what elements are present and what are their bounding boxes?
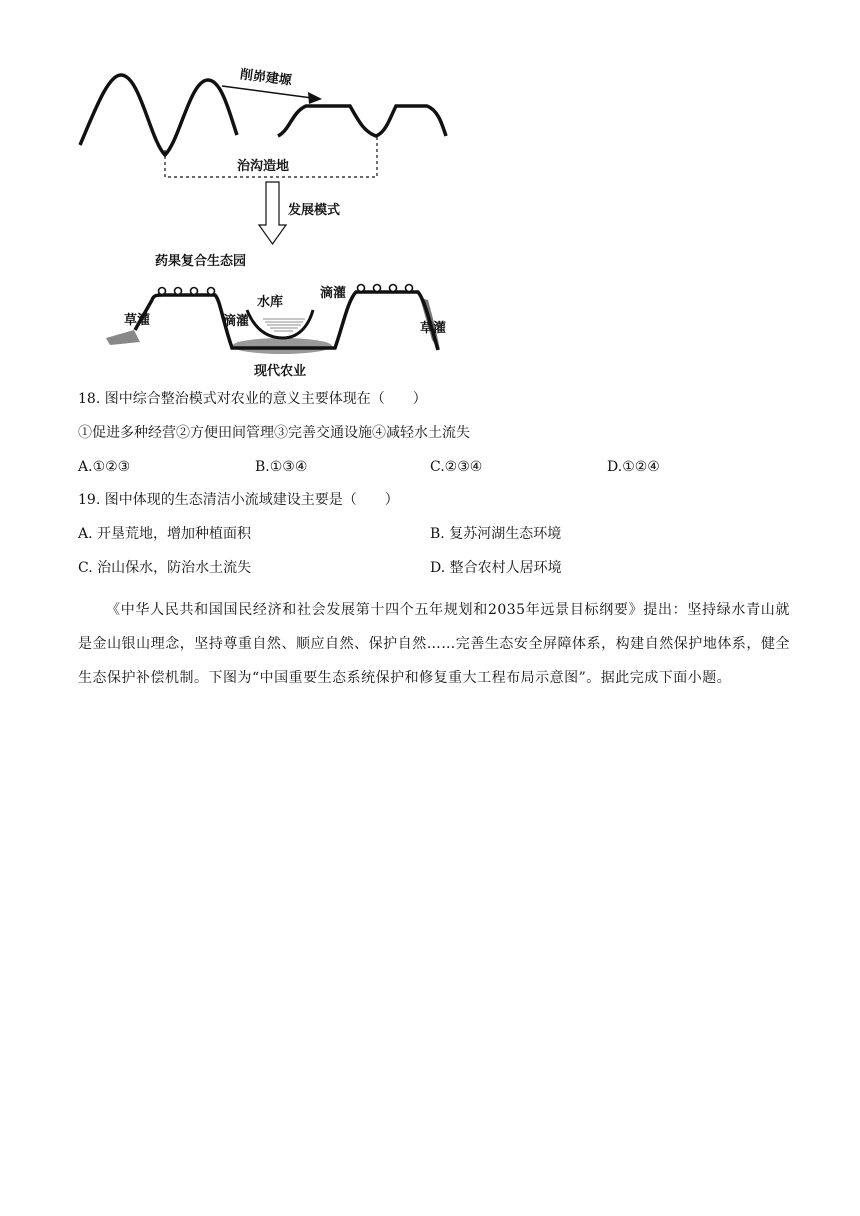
passage-text: 《中华人民共和国国民经济和社会发展第十四个五年规划和2035年远景目标纲要》提出：坚持绿水青山就是金山银山理念，坚持尊重自然、顺应自然、保护自然……完善生态安全屏障体系，构建自然保护地体系，健全生态保护补偿机制。下图为“中国重要生态系统保护和修复重大工程布局示意图”。据此完成下面小题。: [78, 602, 790, 686]
label-slope-terrace: 削峁建塬: [239, 67, 293, 89]
option-text: 复苏河湖生态环境: [449, 526, 562, 542]
q19-stem: 19. 图中体现的生态清洁小流域建设主要是（ ）: [78, 492, 399, 508]
original-hills: [80, 75, 237, 155]
option-text: ②③④: [444, 459, 483, 475]
down-arrow: [259, 182, 286, 244]
modern-agriculture-field: [232, 338, 332, 354]
label-reservoir: 水库: [257, 295, 284, 310]
option-text: 开垦荒地，增加种植面积: [97, 526, 252, 542]
transform-arrow: [222, 86, 312, 98]
q19-option-a[interactable]: [78, 525, 251, 543]
arrow-head: [308, 92, 322, 104]
option-text: 整合农村人居环境: [449, 560, 562, 576]
label-drip-right: 滴灌: [320, 286, 347, 301]
q18-stem: 18. 图中综合整治模式对农业的意义主要体现在（ ）: [78, 391, 427, 407]
option-text: ①③④: [269, 459, 308, 475]
terrain-diagram: [70, 60, 470, 385]
option-letter: B.: [430, 526, 445, 542]
q19-option-b[interactable]: [430, 525, 561, 543]
q19-option-c[interactable]: [78, 559, 251, 577]
label-modern-agri: 现代农业: [254, 364, 307, 379]
option-letter: A.: [78, 459, 93, 475]
q18-option-d[interactable]: [607, 458, 660, 476]
option-text: ①②④: [622, 459, 660, 475]
option-letter: D.: [607, 459, 623, 475]
option-letter: B.: [255, 459, 270, 475]
q19-option-d[interactable]: [430, 559, 562, 577]
label-gully: 治沟造地: [237, 159, 290, 174]
option-letter: C.: [78, 560, 93, 576]
q18-option-c[interactable]: [430, 458, 482, 476]
label-grass-left: 草灌: [124, 313, 151, 328]
label-grass-right: 草灌: [420, 321, 447, 336]
passage-block: [78, 593, 790, 695]
q18-option-b[interactable]: [255, 458, 307, 476]
option-letter: D.: [430, 560, 446, 576]
option-text: 治山保水，防治水土流失: [97, 560, 252, 576]
option-text: ①②③: [92, 459, 131, 475]
q18-option-a[interactable]: [78, 458, 130, 476]
label-garden: 药果复合生态园: [155, 254, 247, 269]
terraced-land: [278, 106, 446, 136]
option-letter: A.: [78, 526, 93, 542]
option-letter: C.: [430, 459, 445, 475]
label-drip-left: 滴灌: [223, 314, 250, 329]
q18-statements: ①促进多种经营②方便田间管理③完善交通设施④减轻水土流失: [78, 425, 470, 441]
label-mode: 发展模式: [288, 203, 341, 218]
grass-left: [106, 330, 140, 345]
